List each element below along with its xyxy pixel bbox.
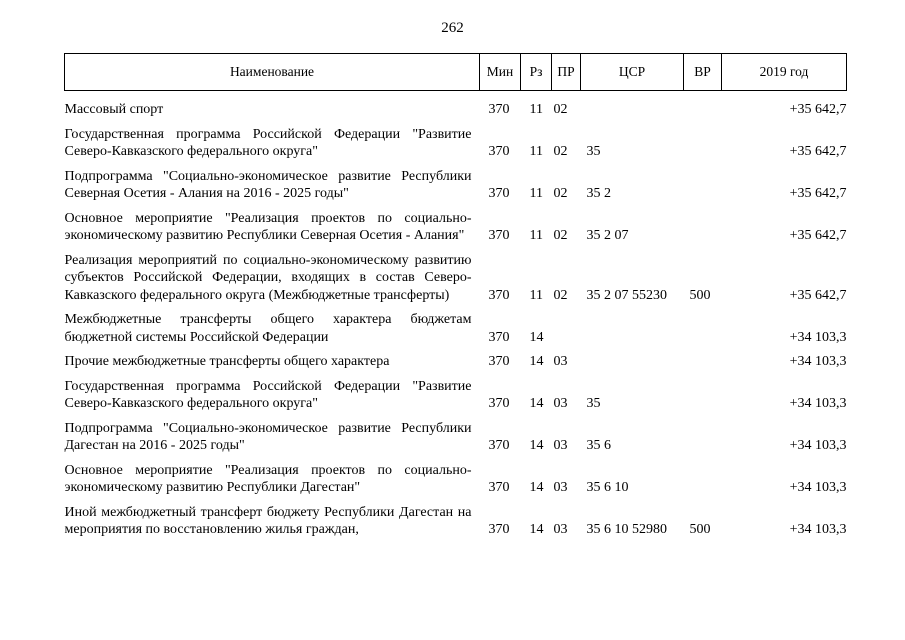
cell-csr: 35 6 [586,438,611,453]
cell-csr: 35 2 [586,186,611,201]
cell-csr [581,91,684,119]
cell-pr: 03 [553,354,568,369]
cell-min: 370 [488,228,510,243]
cell-pr: 03 [553,396,568,411]
cell-csr: 35 2 07 [586,228,629,243]
cell-rz: 11 [529,102,543,117]
table-row [65,497,847,539]
cell-vr [684,346,722,371]
cell-amount: +35 642,7 [789,186,847,201]
cell-rz: 11 [529,287,543,303]
cell-rz: 14 [529,329,544,345]
header-csr: ЦСР [581,54,684,91]
cell-name: Государственная программа Российской Федерации "Развитие Северо-Кавказского федерального округа" [64,378,472,411]
table-row [65,304,847,346]
cell-vr [684,304,722,346]
cell-rz: 11 [529,186,543,201]
cell-amount: +35 642,7 [789,102,847,117]
cell-pr: 03 [553,480,568,495]
cell-min: 370 [488,144,510,159]
cell-name: Массовый спорт [64,102,164,117]
cell-min: 370 [488,354,510,369]
cell-rz: 14 [529,522,544,537]
cell-min: 370 [488,102,510,117]
header-pr: ПР [552,54,581,91]
cell-csr: 35 6 10 52980 [586,522,667,537]
cell-name: Государственная программа Российской Федерации "Развитие Северо-Кавказского федерального округа" [64,126,472,159]
cell-amount: +34 103,3 [789,522,847,537]
cell-csr: 35 [586,396,601,411]
cell-rz: 14 [529,438,544,453]
cell-vr [684,203,722,245]
cell-vr: 500 [689,522,711,537]
cell-name: Подпрограмма "Социально-экономическое развитие Республики Дагестан на 2016 - 2025 годы" [64,420,472,453]
cell-rz: 11 [529,144,543,159]
cell-min: 370 [488,186,510,201]
cell-amount: +35 642,7 [789,287,847,303]
cell-name: Межбюджетные трансферты общего характера бюджетам бюджетной системы Российской Федерации [64,312,472,345]
cell-rz: 14 [529,480,544,495]
cell-pr: 02 [553,102,568,117]
cell-amount: +34 103,3 [789,354,847,369]
cell-pr: 02 [553,186,568,201]
header-min: Мин [480,54,521,91]
table-row [65,91,847,119]
cell-vr [684,91,722,119]
cell-vr [684,161,722,203]
header-vr: ВР [684,54,722,91]
header-year: 2019 год [722,54,847,91]
cell-pr: 03 [553,522,568,537]
cell-min: 370 [488,287,510,303]
table-row [65,245,847,305]
cell-pr: 02 [553,287,568,303]
header-name: Наименование [65,54,480,91]
table-row [65,119,847,161]
cell-min: 370 [488,438,510,453]
cell-csr: 35 [586,144,601,159]
table-row [65,371,847,413]
cell-pr: 02 [553,144,568,159]
table-body [65,91,847,539]
table-row [65,346,847,371]
cell-amount: +34 103,3 [789,438,847,453]
cell-name: Основное мероприятие "Реализация проектов по социально-экономическому развитию Республики Северная Осетия - Алания" [64,210,472,243]
table-row [65,413,847,455]
cell-vr [684,371,722,413]
cell-name: Реализация мероприятий по социально-экономическому развитию субъектов Российской Федерации, входящих в состав Северо-Кавказского федерального округа (Межбюджетные трансферты) [64,252,472,303]
cell-amount: +35 642,7 [789,144,847,159]
header-rz: Рз [521,54,552,91]
budget-table [64,53,847,539]
cell-pr: 03 [553,438,568,453]
cell-name: Подпрограмма "Социально-экономическое развитие Республики Северная Осетия - Алания на 2016 - 2025 годы" [64,168,472,201]
cell-amount: +34 103,3 [789,396,847,411]
cell-name: Иной межбюджетный трансферт бюджету Республики Дагестан на мероприятия по восстановлению жилья граждан, [64,504,472,537]
cell-pr: 02 [553,228,568,243]
cell-min: 370 [488,396,510,411]
cell-min: 370 [488,522,510,537]
cell-rz: 14 [529,354,544,369]
cell-rz: 14 [529,396,544,411]
page-number: 262 [441,20,464,36]
table-header-row [65,54,847,91]
cell-csr: 35 6 10 [586,480,629,495]
cell-min: 370 [488,329,510,345]
cell-csr [581,304,684,346]
cell-amount: +34 103,3 [789,480,847,495]
cell-name: Основное мероприятие "Реализация проектов по социально-экономическому развитию Республики Дагестан" [64,462,472,495]
cell-min: 370 [488,480,510,495]
cell-pr [552,304,581,346]
cell-vr [684,413,722,455]
cell-amount: +34 103,3 [789,329,847,345]
cell-amount: +35 642,7 [789,228,847,243]
cell-csr: 35 2 07 55230 [586,287,667,303]
cell-vr [684,119,722,161]
cell-vr [684,455,722,497]
cell-name: Прочие межбюджетные трансферты общего характера [64,354,390,369]
table-row [65,161,847,203]
cell-vr: 500 [689,287,711,303]
cell-csr [581,346,684,371]
table-row [65,203,847,245]
cell-rz: 11 [529,228,543,243]
table-row [65,455,847,497]
